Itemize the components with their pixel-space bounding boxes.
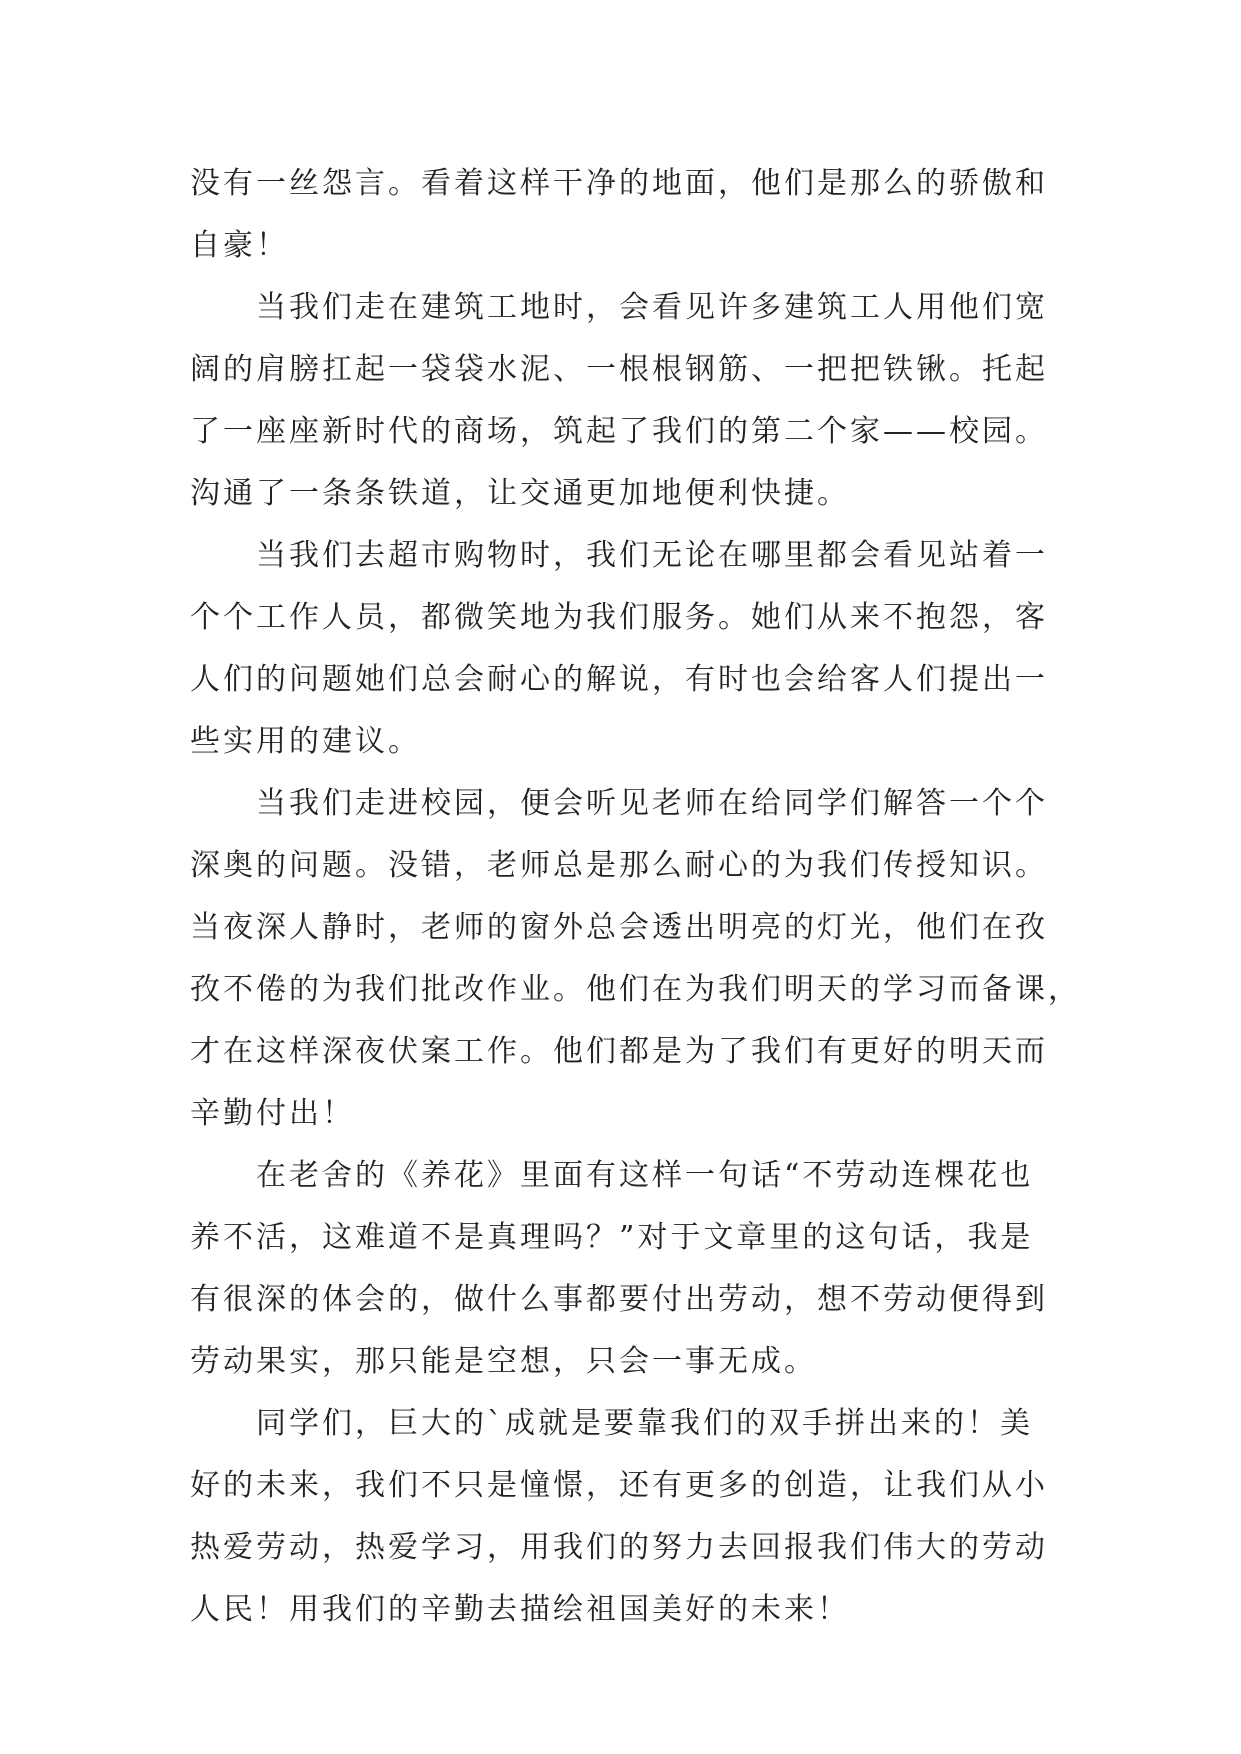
text-line: 当我们走在建筑工地时，会看见许多建筑工人用他们宽 — [256, 290, 1048, 325]
text-line: 些实用的建议。 — [190, 724, 421, 759]
text-line: 同学们，巨大的`成就是要靠我们的双手拼出来的！美 — [256, 1406, 1033, 1441]
text-line: 热爱劳动，热爱学习，用我们的努力去回报我们伟大的劳动 — [190, 1530, 1048, 1565]
text-line: 人们的问题她们总会耐心的解说，有时也会给客人们提出一 — [190, 662, 1048, 697]
paragraph-5 — [190, 1145, 1060, 1393]
text-line: 没有一丝怨言。看着这样干净的地面，他们是那么的骄傲和 — [190, 166, 1048, 201]
text-line: 有很深的体会的，做什么事都要付出劳动，想不劳动便得到 — [190, 1282, 1048, 1317]
text-line: 当我们去超市购物时，我们无论在哪里都会看见站着一 — [256, 538, 1048, 573]
paragraph-6 — [190, 1393, 1060, 1641]
paragraph-3 — [190, 525, 1060, 773]
document-body — [190, 153, 1081, 1641]
text-line: 好的未来，我们不只是憧憬，还有更多的创造，让我们从小 — [190, 1468, 1048, 1503]
paragraph-2 — [190, 277, 1060, 525]
text-line: 在老舍的《养花》里面有这样一句话“不劳动连棵花也 — [256, 1158, 1034, 1193]
text-line: 个个工作人员，都微笑地为我们服务。她们从来不抱怨，客 — [190, 600, 1048, 635]
text-line: 当夜深人静时，老师的窗外总会透出明亮的灯光，他们在孜 — [190, 910, 1048, 945]
paragraph-1 — [190, 153, 1060, 277]
text-line: 孜不倦的为我们批改作业。他们在为我们明天的学习而备课， — [190, 972, 1081, 1007]
text-line: 了一座座新时代的商场，筑起了我们的第二个家——校园。 — [190, 414, 1048, 449]
text-line: 阔的肩膀扛起一袋袋水泥、一根根钢筋、一把把铁锹。托起 — [190, 352, 1048, 387]
text-line: 才在这样深夜伏案工作。他们都是为了我们有更好的明天而 — [190, 1034, 1048, 1069]
text-line: 当我们走进校园，便会听见老师在给同学们解答一个个 — [256, 786, 1048, 821]
text-line: 深奥的问题。没错，老师总是那么耐心的为我们传授知识。 — [190, 848, 1048, 883]
text-line: 人民！用我们的辛勤去描绘祖国美好的未来！ — [190, 1592, 850, 1627]
text-line: 辛勤付出！ — [190, 1096, 355, 1131]
text-line: 养不活，这难道不是真理吗？”对于文章里的这句话，我是 — [190, 1220, 1034, 1255]
text-line: 沟通了一条条铁道，让交通更加地便利快捷。 — [190, 476, 850, 511]
text-line: 自豪！ — [190, 228, 289, 263]
text-line: 劳动果实，那只能是空想，只会一事无成。 — [190, 1344, 817, 1379]
paragraph-4 — [190, 773, 1081, 1145]
